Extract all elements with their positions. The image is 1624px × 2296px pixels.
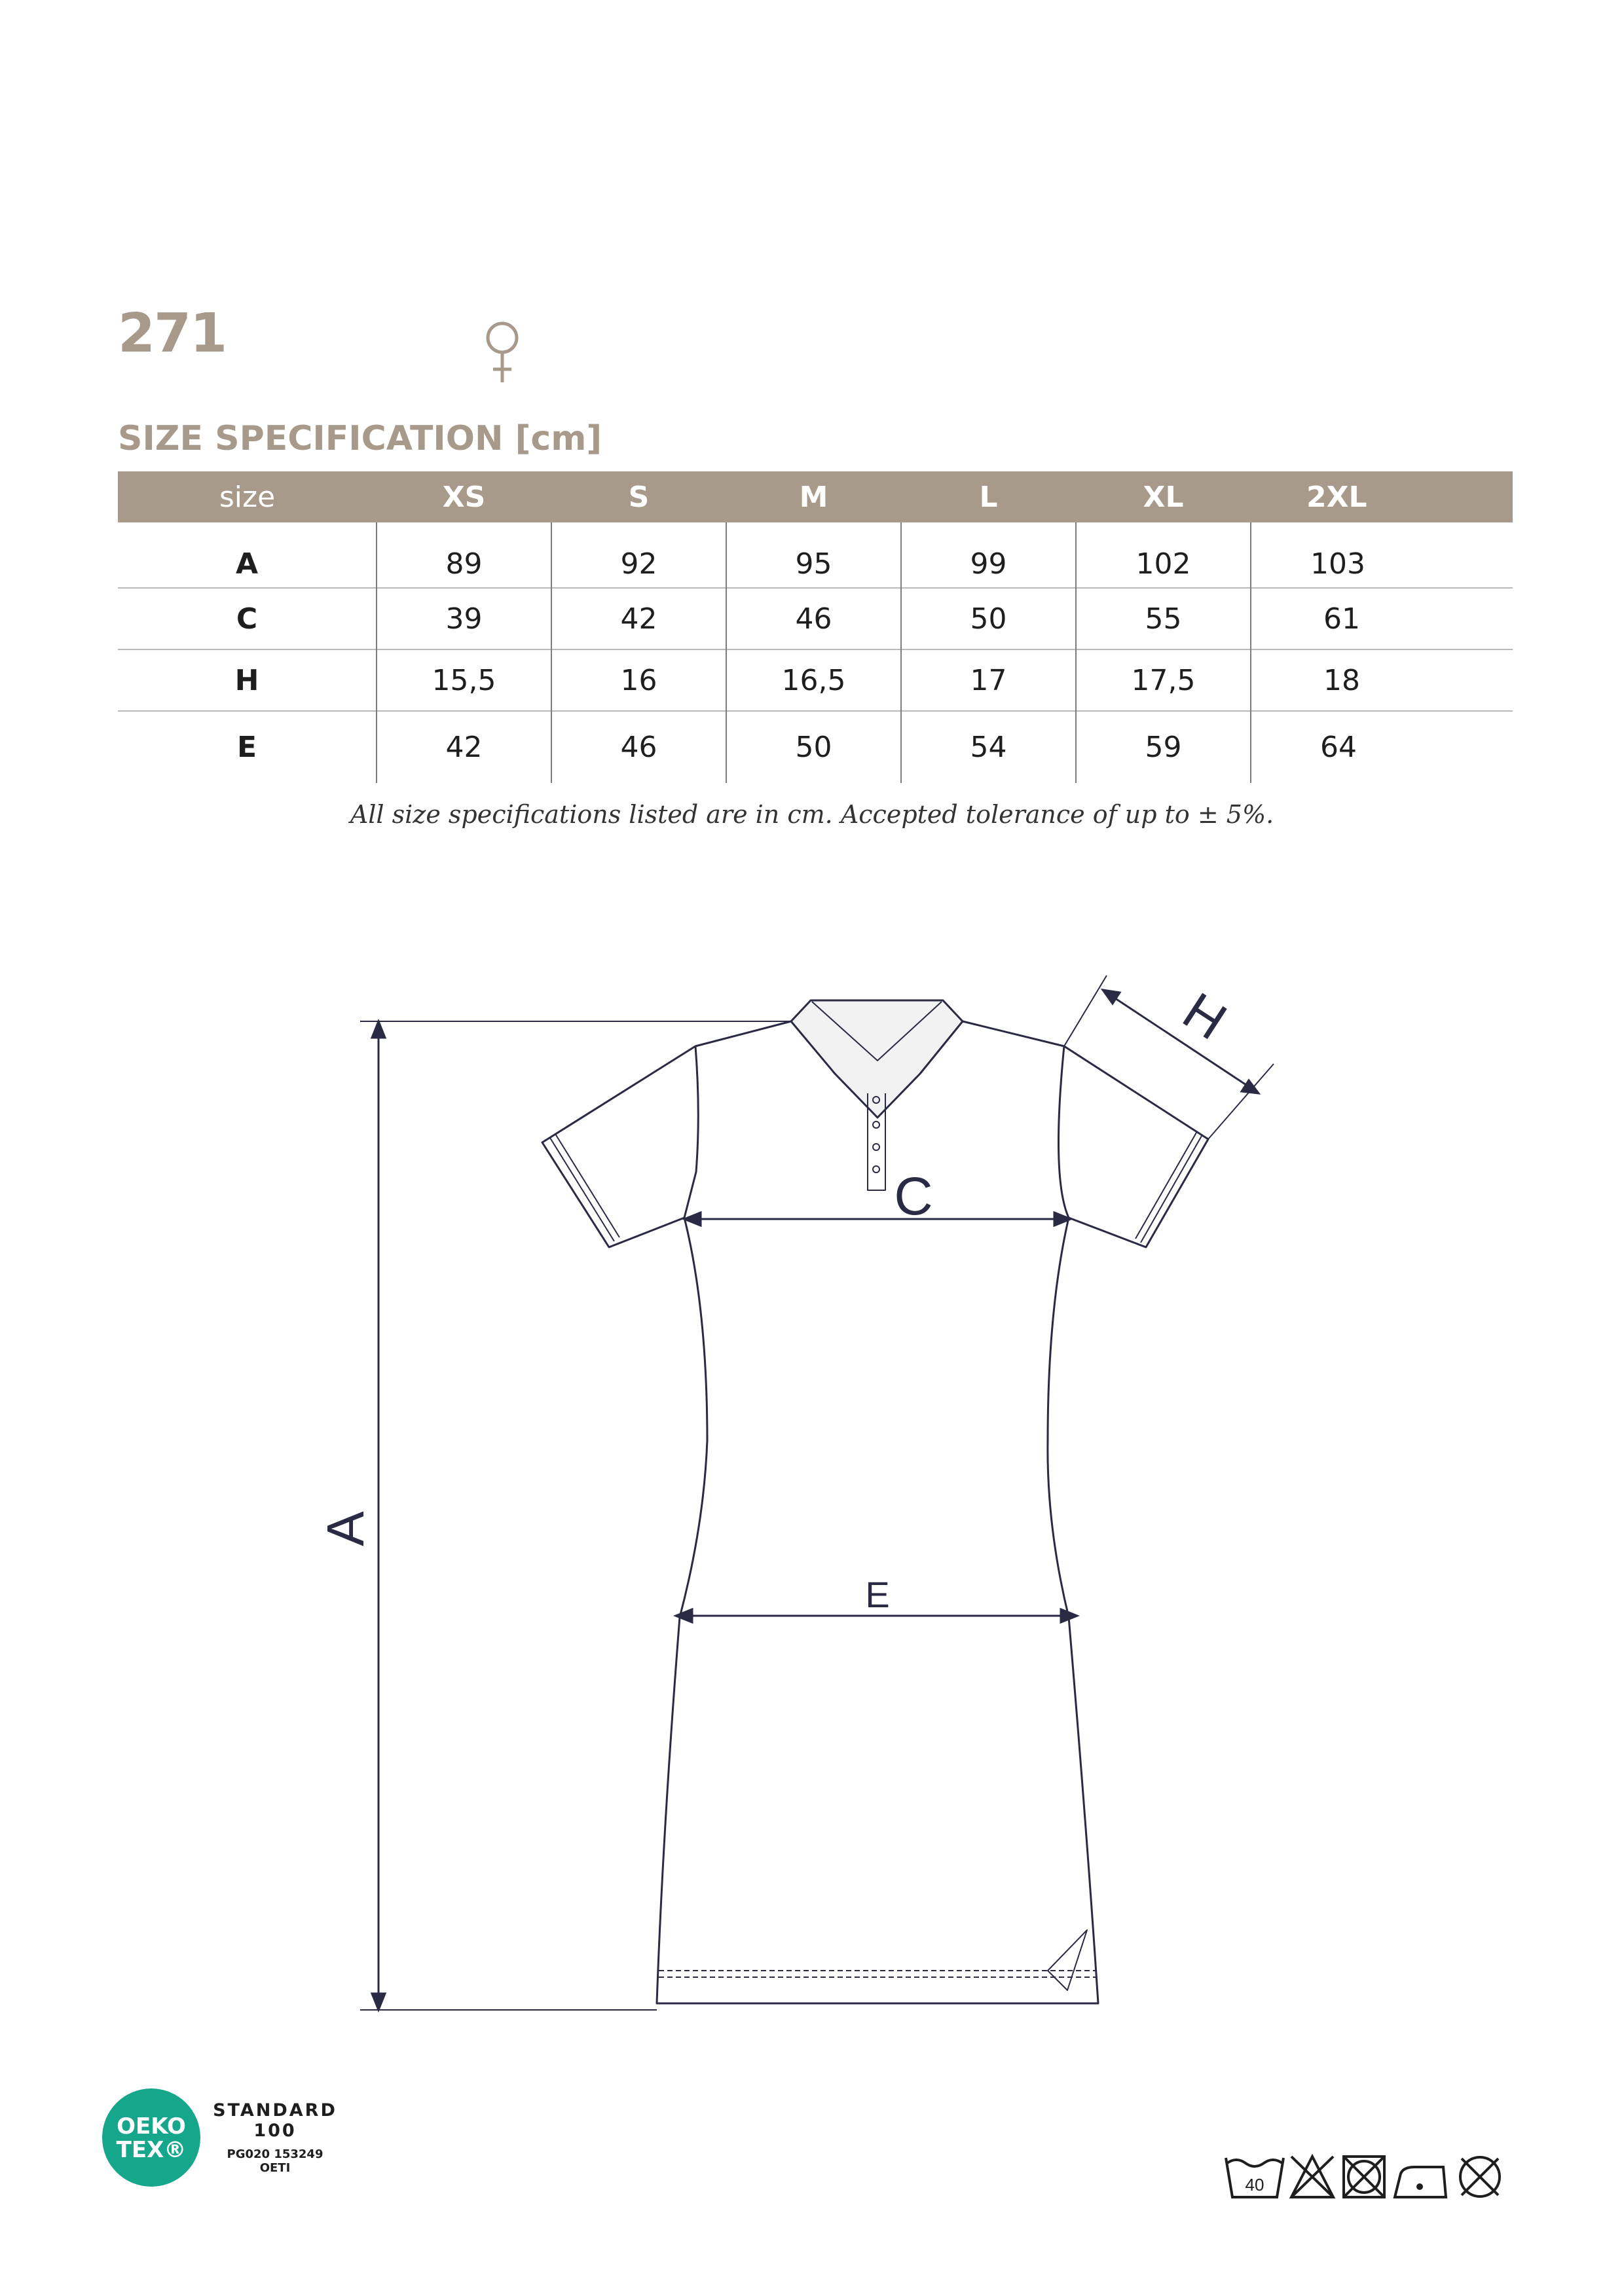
oeko-line1: OEKO: [117, 2113, 186, 2140]
table-cell: 95: [726, 522, 901, 588]
table-row: [118, 522, 1513, 588]
oeko-certification: [210, 2100, 341, 2175]
right-sleeve-cuff: [1141, 1136, 1202, 1243]
table-cell: 61: [1251, 588, 1513, 649]
dress-outline: [657, 1021, 1098, 2003]
care-symbols: [1223, 2147, 1524, 2206]
standard-number: 100: [253, 2121, 297, 2141]
header-size: S: [628, 480, 650, 514]
product-code: 271: [118, 302, 227, 365]
certificate-number: PG020 153249: [227, 2147, 323, 2161]
label-a: A: [316, 1511, 375, 1546]
table-cell: 46: [726, 588, 901, 649]
no-dry-clean-icon: [1460, 2157, 1500, 2196]
row-label: A: [235, 547, 259, 581]
right-sleeve: [1064, 1046, 1208, 1247]
standard-label: STANDARD: [213, 2100, 337, 2121]
table-cell: 54: [901, 711, 1076, 783]
table-row: [118, 649, 1513, 711]
table-row: [118, 588, 1513, 649]
table-cell: 15,5: [377, 649, 551, 711]
header-size: XS: [442, 480, 486, 514]
table-cell: 102: [1076, 522, 1251, 588]
header-size-label: size: [219, 480, 276, 514]
header-size: M: [799, 480, 828, 514]
row-label: C: [236, 602, 258, 636]
table-row: [118, 711, 1513, 783]
wash-temp: 40: [1245, 2175, 1264, 2195]
table-cell: 50: [726, 711, 901, 783]
table-cell: 17: [901, 649, 1076, 711]
female-symbol-icon: [473, 316, 532, 388]
label-h: H: [1173, 981, 1237, 1051]
no-tumble-dry-icon: [1344, 2157, 1384, 2197]
table-cell: 42: [551, 588, 726, 649]
table-cell: 103: [1251, 522, 1513, 588]
table-cell: 16,5: [726, 649, 901, 711]
tolerance-note: All size specifications listed are in cm. Accepted tolerance of up to ± 5%.: [350, 800, 1274, 829]
table-cell: 17,5: [1076, 649, 1251, 711]
oeko-line2: TEX®: [116, 2137, 187, 2163]
table-cell: 92: [551, 522, 726, 588]
table-cell: 50: [901, 588, 1076, 649]
wash-40-icon: [1226, 2158, 1283, 2197]
spec-title: SIZE SPECIFICATION [cm]: [118, 419, 602, 458]
table-cell: 59: [1076, 711, 1251, 783]
table-cell: 64: [1251, 711, 1513, 783]
size-table: [118, 471, 1513, 783]
table-cell: 46: [551, 711, 726, 783]
no-bleach-icon: [1291, 2157, 1333, 2197]
table-cell: 55: [1076, 588, 1251, 649]
row-label: H: [234, 663, 259, 697]
dress-technical-drawing: [0, 917, 1624, 2095]
left-sleeve: [542, 1046, 695, 1247]
table-header-row: [118, 471, 1513, 522]
header-size: XL: [1143, 480, 1184, 514]
iron-low-icon: [1395, 2167, 1446, 2197]
row-label: E: [236, 731, 257, 764]
table-cell: 42: [377, 711, 551, 783]
label-e: E: [865, 1574, 890, 1615]
institute: OETI: [259, 2161, 291, 2175]
left-sleeve-cuff: [550, 1138, 614, 1241]
table-cell: 99: [901, 522, 1076, 588]
collar: [791, 1000, 963, 1118]
oeko-tex-logo: [102, 2088, 200, 2187]
side-slit: [1048, 1930, 1087, 1990]
label-c: C: [894, 1167, 933, 1226]
table-cell: 18: [1251, 649, 1513, 711]
header-size: 2XL: [1306, 480, 1367, 514]
header-size: L: [979, 480, 998, 514]
table-cell: 89: [377, 522, 551, 588]
table-cell: 16: [551, 649, 726, 711]
table-cell: 39: [377, 588, 551, 649]
